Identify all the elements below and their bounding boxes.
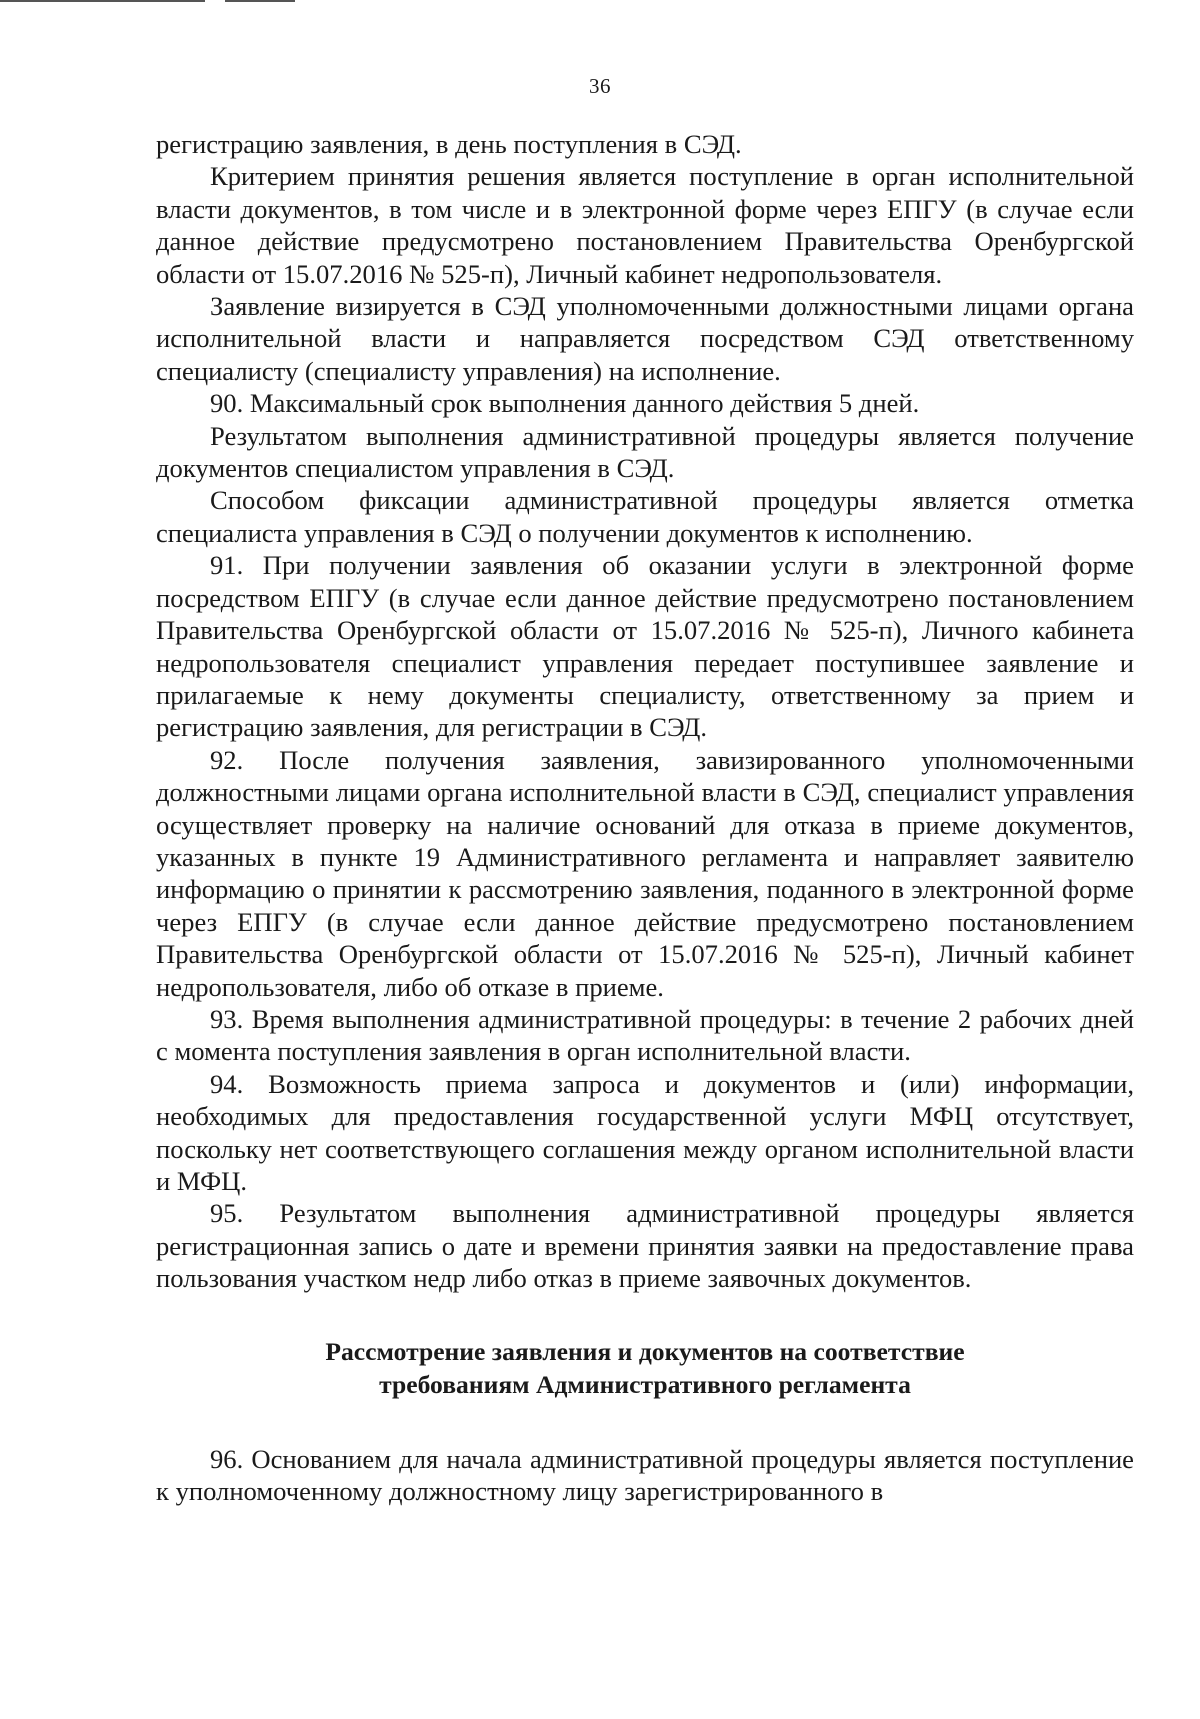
paragraph: 91. При получении заявления об оказании услуги в электронной форме посредством ЕПГУ (в случае если данное действие предусмотрено постановлением Правительства Оренбургской области от 15.07.2016 № 525-п), Личного кабинета недропользователя специалист управления передает поступившее заявление и прилагаемые к нему документы специалисту, ответственному за прием и регистрацию заявления, для регистрации в СЭД. — [156, 550, 1134, 743]
page-number: 36 — [589, 74, 611, 98]
paragraph: Заявление визируется в СЭД уполномоченными должностными лицами органа исполнительной власти и направляется посредством СЭД ответственному специалисту (специалисту управления) на исполнение. — [156, 291, 1134, 386]
paragraph: Способом фиксации административной процедуры является отметка специалиста управления в СЭД о получении документов к исполнению. — [156, 485, 1134, 548]
paragraph: 96. Основанием для начала административной процедуры является поступление к уполномоченному должностному лицу зарегистрированного в — [156, 1443, 1134, 1507]
paragraph: 92. После получения заявления, завизированного уполномоченными должностными лицами органа исполнительной власти в СЭД, специалист управления осуществляет проверку на наличие оснований для отказа в приеме документов, указанных в пункте 19 Административного регламента и направляет заявителю информацию о принятии к рассмотрению заявления, поданного в электронной форме через ЕПГУ (в случае если данное действие предусмотрено постановлением Правительства Оренбургской области от 15.07.2016 № 525-п), Личный кабинет недропользователя, либо об отказе в приеме. — [156, 744, 1134, 1002]
scan-edge-mark — [0, 0, 205, 2]
section-heading — [156, 1335, 1134, 1401]
paragraph: 90. Максимальный срок выполнения данного действия 5 дней. — [210, 388, 920, 419]
paragraph: Результатом выполнения административной процедуры является получение документов специалистом управления в СЭД. — [156, 420, 1134, 484]
paragraph: 93. Время выполнения административной процедуры: в течение 2 рабочих дней с момента поступления заявления в орган исполнительной власти. — [156, 1003, 1134, 1067]
paragraph: Критерием принятия решения является поступление в орган исполнительной власти документов, в том числе и в электронной форме через ЕПГУ (в случае если данное действие предусмотрено постановлением Правительства Оренбургской области от 15.07.2016 № 525-п), Личный кабинет недропользователя. — [156, 161, 1134, 289]
scan-edge-mark — [225, 0, 295, 2]
paragraph: 94. Возможность приема запроса и документов и (или) информации, необходимых для предоставления государственной услуги МФЦ отсутствует, поскольку нет соответствующего соглашения между органом исполнительной власти и МФЦ. — [156, 1068, 1134, 1196]
document-body — [156, 128, 1134, 1507]
paragraph: 95. Результатом выполнения административной процедуры является регистрационная запись о дате и времени принятия заявки на предоставление права пользования участком недр либо отказ в приеме заявочных документов. — [156, 1198, 1134, 1294]
section-heading-line: Рассмотрение заявления и документов на соответствие — [325, 1336, 965, 1366]
paragraph: регистрацию заявления, в день поступления в СЭД. — [156, 129, 742, 159]
section-heading-line: требованиям Административного регламента — [379, 1369, 911, 1399]
